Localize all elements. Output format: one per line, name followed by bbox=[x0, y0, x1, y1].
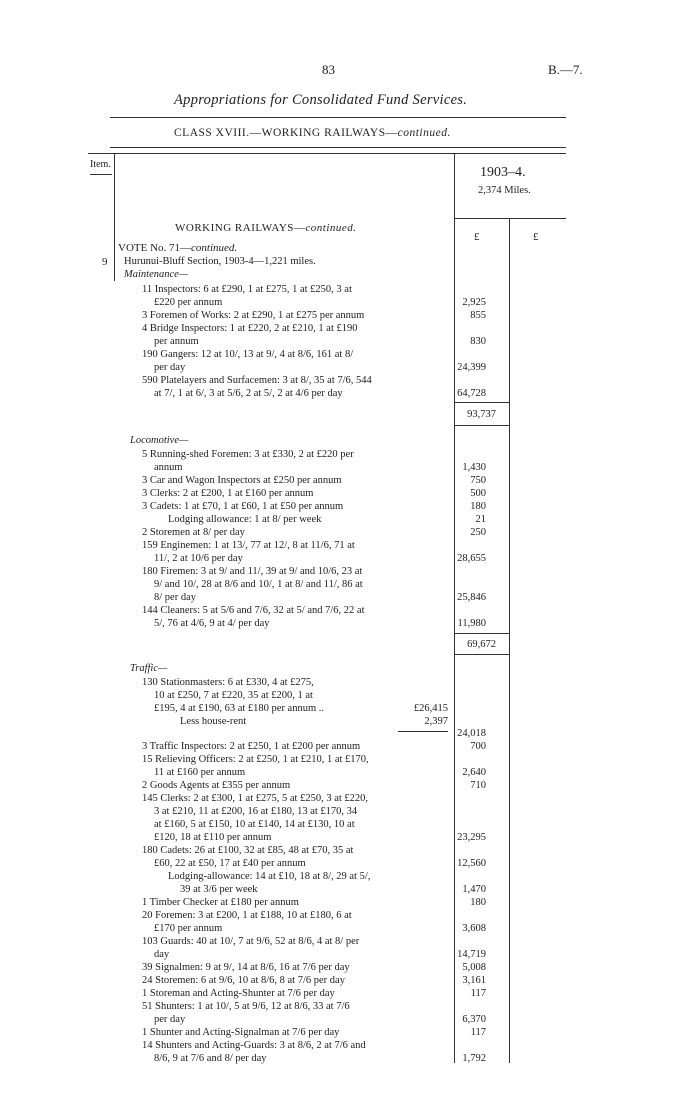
traffic-line: 3 Traffic Inspectors: 2 at £250, 1 at £200 per annum bbox=[142, 741, 361, 752]
locomotive-line: 5/, 76 at 4/6, 9 at 4/ per day bbox=[154, 618, 270, 629]
traffic-amount: 23,295 bbox=[457, 832, 486, 843]
item-column-rule bbox=[114, 153, 115, 281]
traffic-line: day bbox=[154, 949, 170, 960]
locomotive-amount: 500 bbox=[470, 488, 486, 499]
class-heading-text: CLASS XVIII.—WORKING RAILWAYS— bbox=[174, 127, 398, 139]
maintenance-amount: 855 bbox=[470, 310, 486, 321]
amount-column-mid-rule bbox=[509, 218, 510, 1063]
traffic-line: 130 Stationmasters: 6 at £330, 4 at £275, bbox=[142, 677, 314, 688]
traffic-line: 10 at £250, 7 at £220, 35 at £200, 1 at bbox=[154, 690, 313, 701]
traffic-line: 180 Cadets: 26 at £100, 32 at £85, 48 at £70, 35 at bbox=[142, 845, 354, 856]
vote-heading-text: VOTE No. 71— bbox=[118, 242, 192, 254]
section-heading bbox=[175, 222, 357, 234]
locomotive-line: 5 Running-shed Foremen: 3 at £330, 2 at £220 per bbox=[142, 449, 354, 460]
traffic-amount: 5,008 bbox=[462, 962, 486, 973]
locomotive-line: 2 Storemen at 8/ per day bbox=[142, 527, 245, 538]
locomotive-heading: Locomotive— bbox=[130, 435, 189, 446]
item-column-header: Item. bbox=[90, 159, 111, 170]
locomotive-line: 3 Cadets: 1 at £70, 1 at £60, 1 at £50 per annum bbox=[142, 501, 344, 512]
maintenance-line: 190 Gangers: 12 at 10/, 13 at 9/, 4 at 8/6, 161 at 8/ bbox=[142, 349, 354, 360]
traffic-amount: 180 bbox=[470, 897, 486, 908]
maintenance-amount: 24,399 bbox=[457, 362, 486, 373]
maintenance-amount: 830 bbox=[470, 336, 486, 347]
locomotive-line: annum bbox=[154, 462, 183, 473]
traffic-heading: Traffic— bbox=[130, 663, 168, 674]
maintenance-line: 11 Inspectors: 6 at £290, 1 at £275, 1 at £250, 3 at bbox=[142, 284, 352, 295]
maintenance-line: £220 per annum bbox=[154, 297, 223, 308]
currency-symbol-col2: £ bbox=[533, 231, 539, 243]
section-heading-text: WORKING RAILWAYS— bbox=[175, 222, 306, 234]
maintenance-amount: 2,925 bbox=[462, 297, 486, 308]
locomotive-amount: 11,980 bbox=[457, 618, 486, 629]
traffic-line: per day bbox=[154, 1014, 186, 1025]
traffic-line: 8/6, 9 at 7/6 and 8/ per day bbox=[154, 1053, 267, 1064]
traffic-line: £195, 4 at £190, 63 at £180 per annum .. bbox=[154, 703, 325, 714]
item-title: Hurunui-Bluff Section, 1903-4—1,221 miles. bbox=[124, 256, 316, 267]
traffic-inner-amount: £26,415 bbox=[413, 703, 448, 714]
locomotive-amount: 750 bbox=[470, 475, 486, 486]
locomotive-amount: 1,430 bbox=[462, 462, 486, 473]
year-heading: 1903–4. bbox=[480, 165, 526, 180]
locomotive-line: 9/ and 10/, 28 at 8/6 and 10/, 1 at 8/ and 11/, 86 at bbox=[154, 579, 363, 590]
vote-heading bbox=[118, 242, 237, 254]
locomotive-line: 8/ per day bbox=[154, 592, 196, 603]
locomotive-line: 3 Clerks: 2 at £200, 1 at £160 per annum bbox=[142, 488, 314, 499]
currency-symbol-col1: £ bbox=[474, 231, 480, 243]
traffic-line: at £160, 5 at £150, 10 at £140, 14 at £130, 10 at bbox=[154, 819, 355, 830]
traffic-line: 20 Foremen: 3 at £200, 1 at £188, 10 at £180, 6 at bbox=[142, 910, 352, 921]
maintenance-line: per day bbox=[154, 362, 186, 373]
class-heading-cont: continued. bbox=[397, 127, 451, 139]
locomotive-amount: 28,655 bbox=[457, 553, 486, 564]
vote-heading-cont: continued. bbox=[191, 242, 238, 254]
year-subhead-rule bbox=[454, 218, 566, 219]
maintenance-line: 590 Platelayers and Surfacemen: 3 at 8/, 35 at 7/6, 544 bbox=[142, 375, 372, 386]
traffic-line: 1 Timber Checker at £180 per annum bbox=[142, 897, 299, 908]
traffic-line: 3 at £210, 11 at £200, 16 at £180, 13 at £170, 34 bbox=[154, 806, 358, 817]
title-rule bbox=[110, 117, 566, 118]
traffic-line: 51 Shunters: 1 at 10/, 5 at 9/6, 12 at 8/6, 33 at 7/6 bbox=[142, 1001, 350, 1012]
traffic-line: 15 Relieving Officers: 2 at £250, 1 at £210, 1 at £170, bbox=[142, 754, 369, 765]
item-number: 9 bbox=[102, 256, 108, 268]
traffic-line: 39 Signalmen: 9 at 9/, 14 at 8/6, 16 at 7/6 per day bbox=[142, 962, 350, 973]
table-top-rule bbox=[88, 153, 566, 154]
traffic-line: 24 Storemen: 6 at 9/6, 10 at 8/6, 8 at 7/6 per day bbox=[142, 975, 345, 986]
traffic-amount: 3,161 bbox=[462, 975, 486, 986]
traffic-line: 145 Clerks: 2 at £300, 1 at £275, 5 at £250, 3 at £220, bbox=[142, 793, 369, 804]
locomotive-total-underline bbox=[454, 654, 509, 655]
locomotive-line: 159 Enginemen: 1 at 13/, 77 at 12/, 8 at 11/6, 71 at bbox=[142, 540, 355, 551]
traffic-line: £120, 18 at £110 per annum bbox=[154, 832, 272, 843]
traffic-amount: 6,370 bbox=[462, 1014, 486, 1025]
traffic-line: £60, 22 at £50, 17 at £40 per annum bbox=[154, 858, 306, 869]
locomotive-line: 3 Car and Wagon Inspectors at £250 per annum bbox=[142, 475, 342, 486]
locomotive-line: 180 Firemen: 3 at 9/ and 11/, 39 at 9/ and 10/6, 23 at bbox=[142, 566, 363, 577]
traffic-line: 1 Shunter and Acting-Signalman at 7/6 per day bbox=[142, 1027, 340, 1038]
maintenance-heading: Maintenance— bbox=[124, 269, 189, 280]
traffic-inner-amount: 2,397 bbox=[424, 716, 448, 727]
traffic-amount: 1,470 bbox=[462, 884, 486, 895]
traffic-amount: 2,640 bbox=[462, 767, 486, 778]
maintenance-total-rule bbox=[454, 402, 509, 403]
maintenance-line: at 7/, 1 at 6/, 3 at 5/6, 2 at 5/, 2 at 4/6 per day bbox=[154, 388, 343, 399]
locomotive-amount: 21 bbox=[475, 514, 486, 525]
traffic-line: 11 at £160 per annum bbox=[154, 767, 246, 778]
traffic-amount: 14,719 bbox=[457, 949, 486, 960]
traffic-line: £170 per annum bbox=[154, 923, 223, 934]
locomotive-amount: 25,846 bbox=[457, 592, 486, 603]
traffic-amount: 24,018 bbox=[457, 728, 486, 739]
document-reference: B.—7. bbox=[548, 62, 583, 77]
maintenance-line: 3 Foremen of Works: 2 at £290, 1 at £275 per annum bbox=[142, 310, 365, 321]
traffic-line: 1 Storeman and Acting-Shunter at 7/6 per day bbox=[142, 988, 335, 999]
class-rule bbox=[110, 147, 566, 148]
locomotive-line: 144 Cleaners: 5 at 5/6 and 7/6, 32 at 5/ and 7/6, 22 at bbox=[142, 605, 365, 616]
traffic-amount: 117 bbox=[470, 1027, 486, 1038]
traffic-line: Lodging-allowance: 14 at £10, 18 at 8/, 29 at 5/, bbox=[168, 871, 371, 882]
locomotive-amount: 180 bbox=[470, 501, 486, 512]
traffic-amount: 1,792 bbox=[462, 1053, 486, 1064]
traffic-amount: 117 bbox=[470, 988, 486, 999]
locomotive-line: Lodging allowance: 1 at 8/ per week bbox=[168, 514, 322, 525]
traffic-amount: 700 bbox=[470, 741, 486, 752]
item-header-underline bbox=[90, 174, 112, 175]
locomotive-amount: 250 bbox=[470, 527, 486, 538]
maintenance-amount: 64,728 bbox=[457, 388, 486, 399]
traffic-line: 39 at 3/6 per week bbox=[180, 884, 258, 895]
locomotive-line: 11/, 2 at 10/6 per day bbox=[154, 553, 243, 564]
section-heading-cont: continued. bbox=[305, 222, 357, 234]
traffic-amount: 3,608 bbox=[462, 923, 486, 934]
traffic-line: 2 Goods Agents at £355 per annum bbox=[142, 780, 291, 791]
maintenance-line: 4 Bridge Inspectors: 1 at £220, 2 at £210, 1 at £190 bbox=[142, 323, 358, 334]
traffic-amount: 12,560 bbox=[457, 858, 486, 869]
traffic-line: 103 Guards: 40 at 10/, 7 at 9/6, 52 at 8/6, 4 at 8/ per bbox=[142, 936, 360, 947]
maintenance-line: per annum bbox=[154, 336, 199, 347]
traffic-line: Less house-rent bbox=[180, 716, 247, 727]
maintenance-total: 93,737 bbox=[467, 409, 496, 420]
page-title: Appropriations for Consolidated Fund Services. bbox=[174, 92, 468, 108]
locomotive-total-rule bbox=[454, 633, 509, 634]
maintenance-total-underline bbox=[454, 425, 509, 426]
class-heading bbox=[174, 127, 451, 139]
traffic-line: 14 Shunters and Acting-Guards: 3 at 8/6, 2 at 7/6 and bbox=[142, 1040, 366, 1051]
locomotive-total: 69,672 bbox=[467, 639, 496, 650]
traffic-amount: 710 bbox=[470, 780, 486, 791]
miles-heading: 2,374 Miles. bbox=[478, 185, 531, 196]
page-number: 83 bbox=[322, 62, 335, 77]
